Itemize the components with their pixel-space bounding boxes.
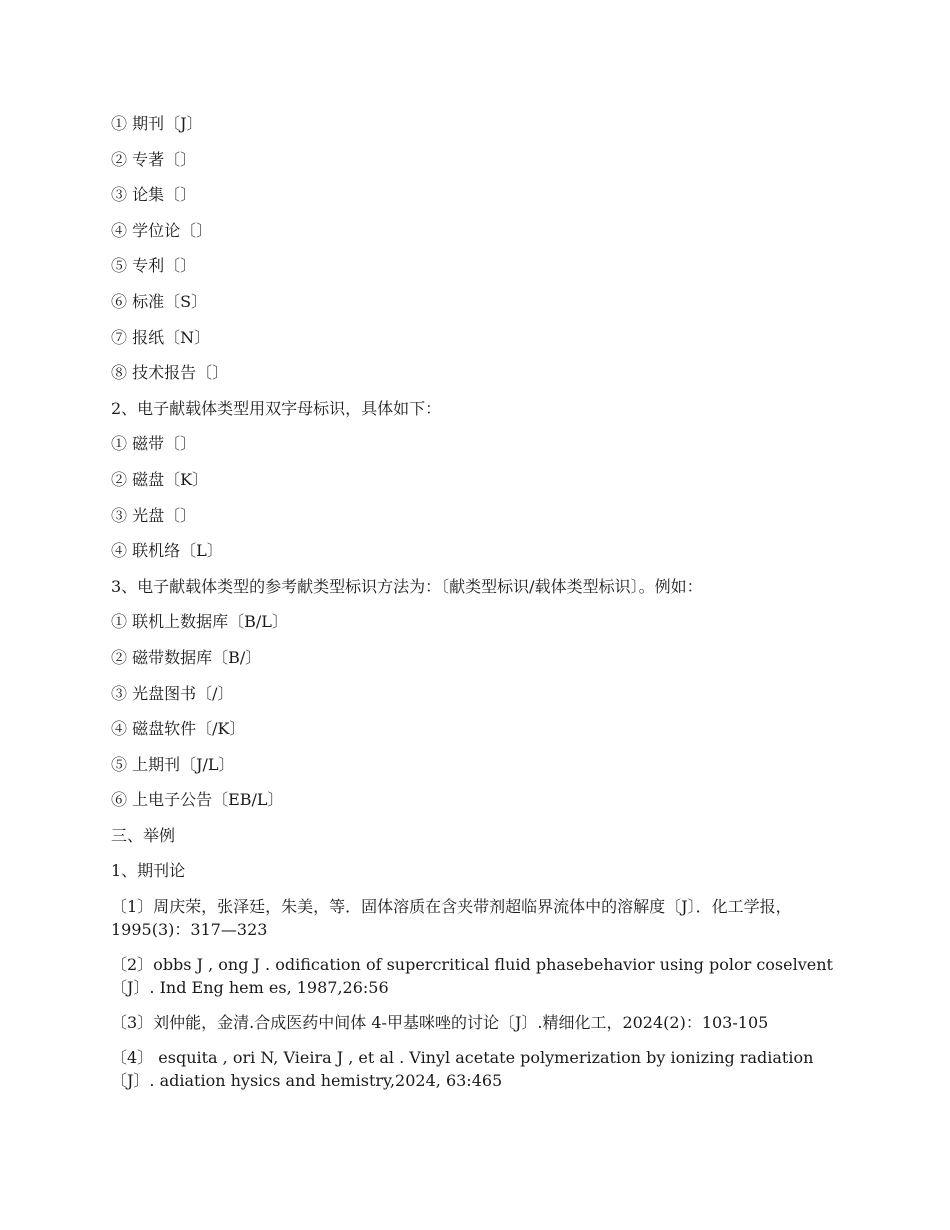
text-line: ③ 光盘〔〕 — [111, 505, 197, 525]
text-line: ⑧ 技术报告〔〕 — [111, 363, 229, 383]
section-heading: 三、举例 — [111, 825, 176, 845]
text-line: ④ 磁盘软件〔/K〕 — [111, 719, 246, 739]
text-line: ⑦ 报纸〔N〕 — [111, 327, 211, 347]
text-line: ① 期刊〔J〕 — [111, 114, 203, 133]
text-line: ③ 光盘图书〔/〕 — [111, 683, 234, 703]
section-heading: 1、期刊论 — [111, 861, 186, 881]
text-line: ⑤ 专利〔〕 — [111, 256, 197, 276]
text-line: ⑥ 标准〔S〕 — [111, 291, 208, 311]
text-line: ④ 学位论〔〕 — [111, 220, 213, 240]
reference-entry: 〔3〕刘仲能，金清.合成医药中间体 4-甲基咪唑的讨论〔J〕.精细化工，2024(2)：103-105 — [111, 1013, 769, 1033]
text-line: ② 专著〔〕 — [111, 149, 197, 169]
document-body — [111, 110, 841, 1104]
text-line: ④ 联机络〔L〕 — [111, 541, 223, 561]
section-heading: 2、电子献载体类型用双字母标识，具体如下： — [111, 398, 442, 418]
text-line: ① 磁带〔〕 — [111, 434, 197, 454]
reference-entry: 〔4〕 esquita , ori N, Vieira J , et al . Vinyl acetate polymerization by ionizing radiation〔J〕. adiation hysics and hemistry,2024, 63:465 — [111, 1048, 814, 1091]
text-line: ⑤ 上期刊〔J/L〕 — [111, 754, 235, 774]
section-heading: 3、电子献载体类型的参考献类型标识方法为：〔献类型标识/载体类型标识〕。例如： — [111, 576, 703, 596]
text-line: ② 磁盘〔K〕 — [111, 469, 209, 489]
reference-entry: 〔2〕obbs J , ong J . odification of supercritical fluid phasebehavior using polor coselvent〔J〕. Ind Eng hem es, 1987,26:56 — [111, 955, 833, 998]
reference-entry: 〔1〕周庆荣，张泽廷，朱美，等．固体溶质在含夹带剂超临界流体中的溶解度〔J〕．化工学报，1995(3)：317—323 — [111, 897, 792, 940]
text-line: ⑥ 上电子公告〔EB/L〕 — [111, 790, 284, 810]
text-line: ② 磁带数据库〔B/〕 — [111, 647, 262, 667]
text-line: ① 联机上数据库〔B/L〕 — [111, 612, 288, 632]
text-line: ③ 论集〔〕 — [111, 185, 197, 205]
